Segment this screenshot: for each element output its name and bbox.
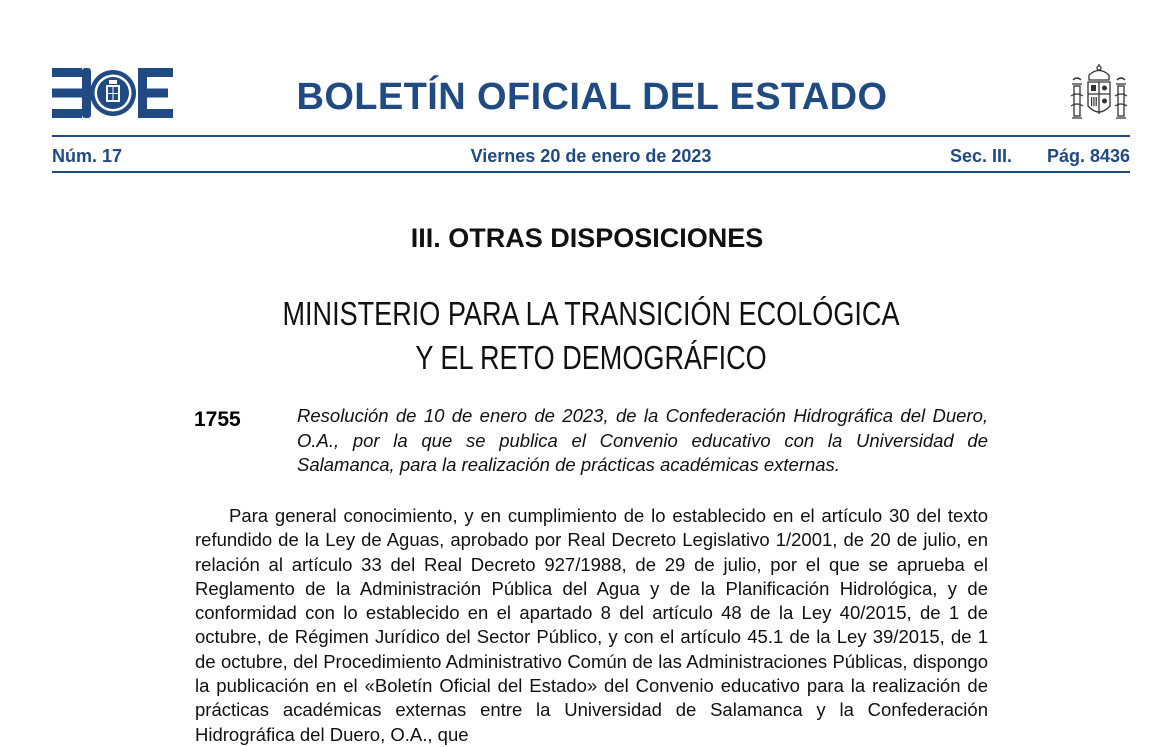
- disposition-summary: Resolución de 10 de enero de 2023, de la Confederación Hidrográfica del Duero, O.A., por la que se publica el Convenio educativo con la Universidad de Salamanca, para la realización de prácticas académicas externas.: [297, 405, 988, 476]
- ministry-line-2: Y EL RETO DEMOGRÁFICO: [415, 339, 767, 376]
- logo-text: [52, 62, 53, 63]
- ministry-heading: [106, 292, 1075, 380]
- header-bottom-rule: [52, 171, 1130, 173]
- gazette-title: BOLETÍN OFICIAL DEL ESTADO: [296, 76, 888, 118]
- issue-date: Viernes 20 de enero de 2023: [470, 146, 712, 166]
- issue-number: Núm. 17: [52, 146, 123, 166]
- header-top-rule: [52, 135, 1130, 137]
- boe-logo-icon: [52, 68, 174, 118]
- section-heading: III. OTRAS DISPOSICIONES: [410, 223, 764, 253]
- section-label: Sec. III.: [949, 146, 1012, 166]
- ministry-line-1: MINISTERIO PARA LA TRANSICIÓN ECOLÓGICA: [282, 295, 900, 332]
- disposition-number: 1755: [194, 408, 241, 431]
- masthead: [52, 62, 1130, 132]
- body-paragraph: Para general conocimiento, y en cumplimiento de lo establecido en el artículo 30 del texto refundido de la Ley de Aguas, aprobado por Real Decreto Legislativo 1/2001, de 20 de julio, en relación al artículo 33 del Real Decreto 927/1988, de 29 de julio, por el que se aprueba el Reglamento de la Administración Pública del Agua y de la Planificación Hidrológica, y de conformidad con lo establecido en el apartado 8 del artículo 48 de la Ley 40/2015, de 1 de octubre, de Régimen Jurídico del Sector Público, y con el artículo 45.1 de la Ley 39/2015, de 1 de octubre, del Procedimiento Administrativo Común de las Administraciones Públicas, dispongo la publicación en el «Boletín Oficial del Estado» del Convenio educativo para la realización de prácticas académicas externas entre la Universidad de Salamanca y la Confederación Hidrográfica del Duero, O.A., que: [195, 505, 988, 745]
- issue-info-bar: [52, 143, 1130, 169]
- page-number: Pág. 8436: [1046, 146, 1130, 166]
- coat-of-arms-icon: [1068, 62, 1130, 126]
